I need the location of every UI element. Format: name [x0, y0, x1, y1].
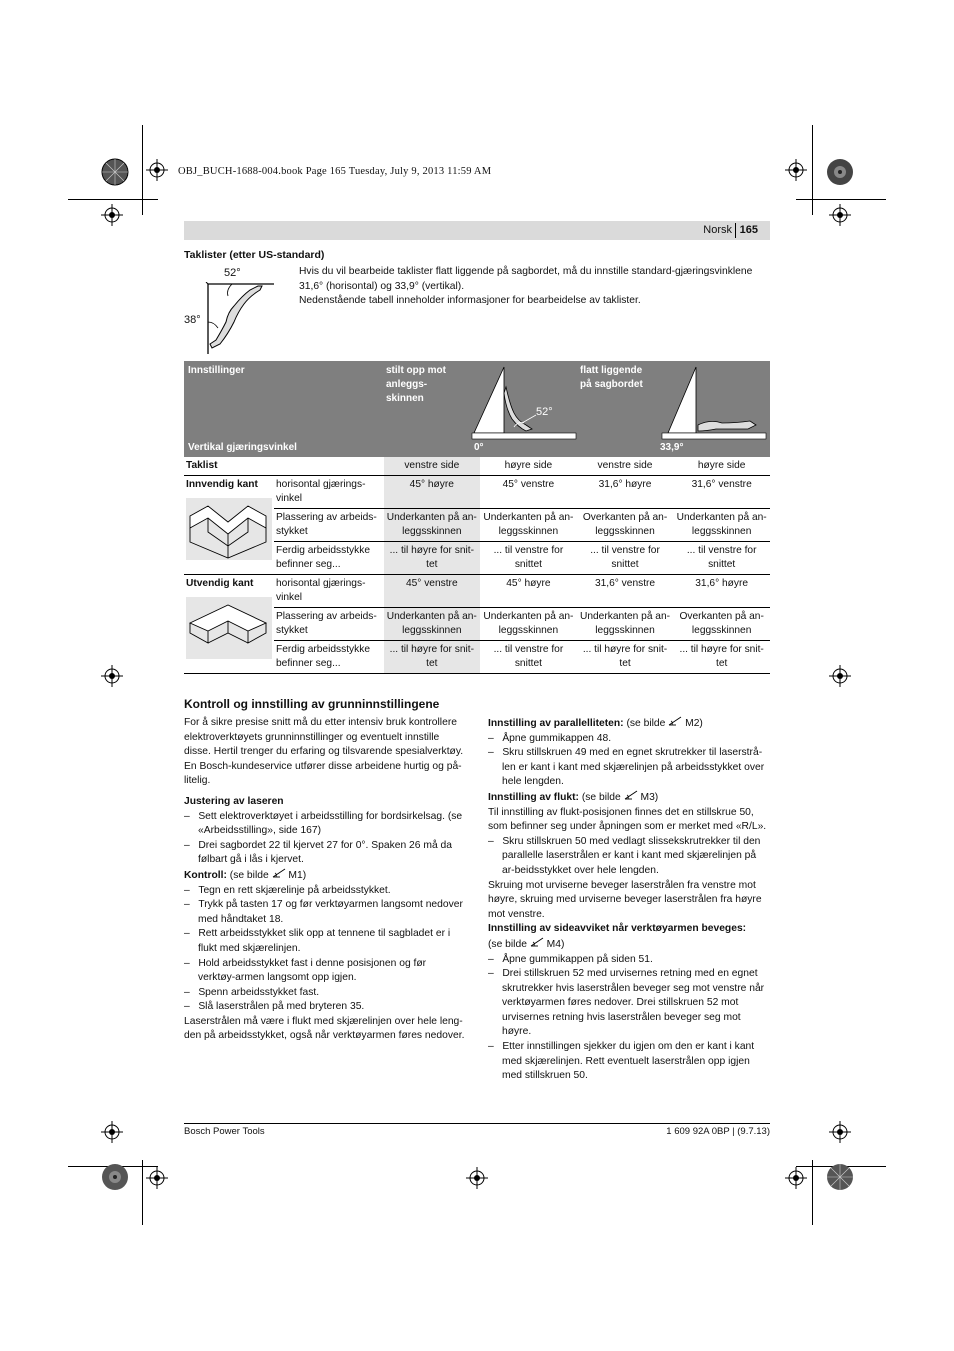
table-row-label: [184, 476, 274, 575]
registration-mark: [146, 1167, 168, 1189]
outside-corner-label: Utvendig kant: [186, 578, 254, 589]
intro-paragraph: Nedenstående tabell inneholder informasjoner for bearbeidelse av taklister.: [299, 295, 641, 307]
crown-molding-figure: [184, 264, 284, 354]
list-item: – Åpne gummikappen på siden 51.: [488, 953, 653, 965]
registration-mark: [466, 1167, 488, 1189]
settings-grid: [184, 457, 770, 674]
table-cell: Underkanten på an-leggsskinnen: [480, 608, 577, 641]
diagram-angle-label: 52°: [536, 406, 553, 418]
print-header: OBJ_BUCH-1688-004.book Page 165 Tuesday, July 9, 2013 11:59 AM: [178, 166, 492, 177]
table-cell: Ferdig arbeidsstykke befinner seg...: [274, 641, 384, 674]
table-heading-flat: flatt liggende på sagbordet: [580, 365, 643, 390]
intro-text: [299, 265, 771, 309]
table-cell: ... til høyre for snit-tet: [577, 641, 674, 674]
footer-brand: Bosch Power Tools: [184, 1126, 265, 1137]
table-row-label: [184, 575, 274, 674]
table-cell: venstre side: [597, 460, 653, 471]
figure-ref-icon: [668, 716, 682, 726]
left-column: [184, 716, 466, 1044]
table-cell: høyre side: [697, 460, 746, 471]
crop-line: [68, 199, 158, 200]
page-number: 165: [739, 224, 758, 236]
list-item: – Drei sagbordet 22 til kjervet 27 for 0°. Spaken 26 må da følbart gå i lås i kjervet.: [184, 839, 452, 866]
color-wheel-mark: [100, 1162, 130, 1192]
table-header: [184, 361, 770, 457]
crop-line: [796, 199, 886, 200]
table-cell: Overkanten på an-leggsskinnen: [673, 608, 770, 641]
figure-ref-icon: [530, 937, 544, 947]
table-cell: Underkanten på an-leggsskinnen: [480, 509, 577, 542]
table-cell: Overkanten på an-leggsskinnen: [577, 509, 674, 542]
list-item: – Spenn arbeidsstykket fast.: [184, 986, 320, 998]
subheading: Kontroll: (se bilde M1): [184, 869, 307, 881]
color-wheel-mark: [100, 157, 130, 187]
list-item: – Skru stillskruen 49 med en egnet skrutrekker til laserstrå-len er kant i kant med skjærelinjen på arbeidsstykket over hele lengden.: [488, 747, 765, 788]
figure-ref-icon: [272, 868, 286, 878]
paragraph: Laserstrålen må være i flukt med skjærelinjen over hele leng-den på arbeidsstykket, også når verktøyarmen føres nedover.: [184, 1015, 465, 1042]
subheading: Innstilling av parallelliteten: (se bilde M2): [488, 718, 703, 729]
paragraph: Skruing mot urviserne beveger laserstrålen fra venstre mot høyre, skruing med urviserne beveger laserstrålen fra høyre mot venstre.: [488, 879, 762, 920]
inside-corner-label: Innvendig kant: [186, 479, 258, 490]
flat-molding-diagram: [660, 365, 768, 441]
list-item: – Hold arbeidsstykket fast i denne posisjonen og før verktøy-armen langsomt opp igjen.: [184, 957, 427, 984]
figure-reference: (se bilde M4): [488, 938, 565, 950]
crop-line: [142, 125, 143, 215]
table-cell: 31,6° høyre: [673, 575, 770, 608]
list-item: – Tegn en rett skjærelinje på arbeidsstykket.: [184, 884, 391, 896]
footer-doc-code: 1 609 92A 0BP | (9.7.13): [666, 1126, 770, 1137]
list-item: – Skru stillskruen 50 med vedlagt slissekskrutrekker til den parallelle laserstrålen er kant i kant med skjærelinjen på ar-beidsstykket over hele lengden.: [488, 835, 761, 876]
vertical-miter-zero: 0°: [474, 442, 484, 453]
figure-ref-icon: [624, 790, 638, 800]
crop-line: [812, 125, 813, 215]
registration-mark: [785, 159, 807, 181]
crop-line: [142, 1160, 143, 1225]
table-cell: 45° venstre: [384, 575, 481, 608]
table-cell: 31,6° venstre: [673, 476, 770, 509]
header-divider: [735, 223, 736, 238]
intro-paragraph: Hvis du vil bearbeide taklister flatt liggende på sagbordet, må du innstille standard-gjæringsvinklene 31,6° (horisontal) og 33,9° (vertikal).: [299, 266, 753, 292]
list-item: – Åpne gummikappen 48.: [488, 732, 612, 744]
table-cell: ... til venstre for snittet: [480, 641, 577, 674]
crop-line: [812, 1160, 813, 1225]
section-title: Taklister (etter US-standard): [184, 249, 325, 261]
page-header-bar: [184, 221, 770, 240]
footer-divider: [184, 1123, 770, 1124]
list-item: – Drei stillskruen 52 med urvisernes retning med en egnet skrutrekker hvis laserstrålen beveger seg mot venstre når verktøyarmen føres nedover. Drei stillskruen 52 mot urvisernes retning hvis laserstrålen beveger seg mot høyre.: [488, 968, 765, 1038]
registration-mark: [785, 1167, 807, 1189]
table-cell: ... til venstre for snittet: [577, 542, 674, 575]
table-cell: ... til venstre for snittet: [480, 542, 577, 575]
table-row: [184, 575, 770, 608]
angle-label: 52°: [224, 267, 241, 279]
table-cell: 31,6° venstre: [577, 575, 674, 608]
table-cell: høyre side: [504, 460, 553, 471]
table-heading-upright: stilt opp mot anleggs- skinnen: [386, 365, 446, 404]
outside-corner-icon: [186, 597, 272, 659]
right-column: [488, 716, 770, 1084]
table-cell: 45° venstre: [480, 476, 577, 509]
table-heading-settings: Innstillinger: [188, 365, 245, 376]
registration-mark: [101, 665, 123, 687]
vertical-miter-label: Vertikal gjæringsvinkel: [188, 442, 297, 453]
list-item: – Trykk på tasten 17 og før verktøyarmen langsomt nedover med håndtaket 18.: [184, 899, 463, 925]
table-cell: Ferdig arbeidsstykke befinner seg...: [274, 542, 384, 575]
section-heading: Kontroll og innstilling av grunninnstillingene: [184, 697, 440, 711]
registration-mark: [101, 204, 123, 226]
molding-profile-icon: [202, 282, 276, 354]
paragraph: Til innstilling av flukt-posisjonen finnes det en stillskrue 50, som befinner seg under åpningen som er merket med «R/L».: [488, 806, 767, 833]
registration-mark: [829, 204, 851, 226]
list-item: – Slå laserstrålen på med bryteren 35.: [184, 1001, 365, 1013]
table-cell: ... til høyre for snit-tet: [384, 542, 481, 575]
table-cell: ... til høyre for snit-tet: [384, 641, 481, 674]
registration-mark: [146, 159, 168, 181]
color-wheel-mark: [825, 157, 855, 187]
registration-mark: [829, 665, 851, 687]
table-cell: horisontal gjærings-vinkel: [274, 575, 384, 608]
table-row: [184, 457, 770, 476]
table-cell: ... til venstre for snittet: [673, 542, 770, 575]
subheading: Innstilling av flukt: (se bilde M3): [488, 791, 659, 803]
list-item: – Etter innstillingen sjekker du igjen om den er kant i kant med skjærelinjen. Rett eventuelt laserstrålen opp igjen med stillskruen 50.: [488, 1041, 755, 1082]
upright-molding-diagram: [470, 365, 578, 441]
table-cell: Plassering av arbeids-stykket: [274, 509, 384, 542]
table-cell: Taklist: [186, 460, 218, 471]
table-cell: venstre side: [384, 457, 481, 476]
table-cell: 31,6° høyre: [577, 476, 674, 509]
table-cell: Underkanten på an-leggsskinnen: [384, 509, 481, 542]
subheading: Justering av laseren: [184, 795, 284, 807]
inside-corner-icon: [186, 498, 272, 560]
table-cell: horisontal gjærings-vinkel: [274, 476, 384, 509]
table-cell: 45° høyre: [384, 476, 481, 509]
table-cell: 45° høyre: [480, 575, 577, 608]
vertical-miter-339: 33,9°: [660, 442, 684, 453]
registration-mark: [829, 1121, 851, 1143]
table-cell: Underkanten på an-leggsskinnen: [673, 509, 770, 542]
table-cell: Plassering av arbeids-stykket: [274, 608, 384, 641]
table-cell: Underkanten på an-leggsskinnen: [384, 608, 481, 641]
table-row: [184, 476, 770, 509]
table-cell: ... til høyre for snit-tet: [673, 641, 770, 674]
registration-mark: [101, 1121, 123, 1143]
angle-label: 38°: [184, 314, 201, 326]
subheading: Innstilling av sideavviket når verktøyarmen beveges:: [488, 923, 747, 935]
list-item: – Rett arbeidsstykket slik opp at tennene til sagbladet er i flukt med skjærelinjen.: [184, 928, 451, 954]
paragraph: En Bosch-kundeservice utfører disse arbeidene hurtig og på-litelig.: [184, 760, 462, 787]
paragraph: For å sikre presise snitt må du etter intensiv bruk kontrollere elektroverktøyets grunninnstillinger og eventuelt innstille disse. Hertil trenger du erfaring og tilsvarende spesialverktøy.: [184, 717, 464, 758]
table-cell: Underkanten på an-leggsskinnen: [577, 608, 674, 641]
list-item: – Sett elektroverktøyet i arbeidsstilling for bordsirkelsag. (se «Arbeidsstilling», side 167): [184, 810, 463, 837]
color-wheel-mark: [825, 1162, 855, 1192]
language-label: Norsk: [703, 224, 732, 236]
